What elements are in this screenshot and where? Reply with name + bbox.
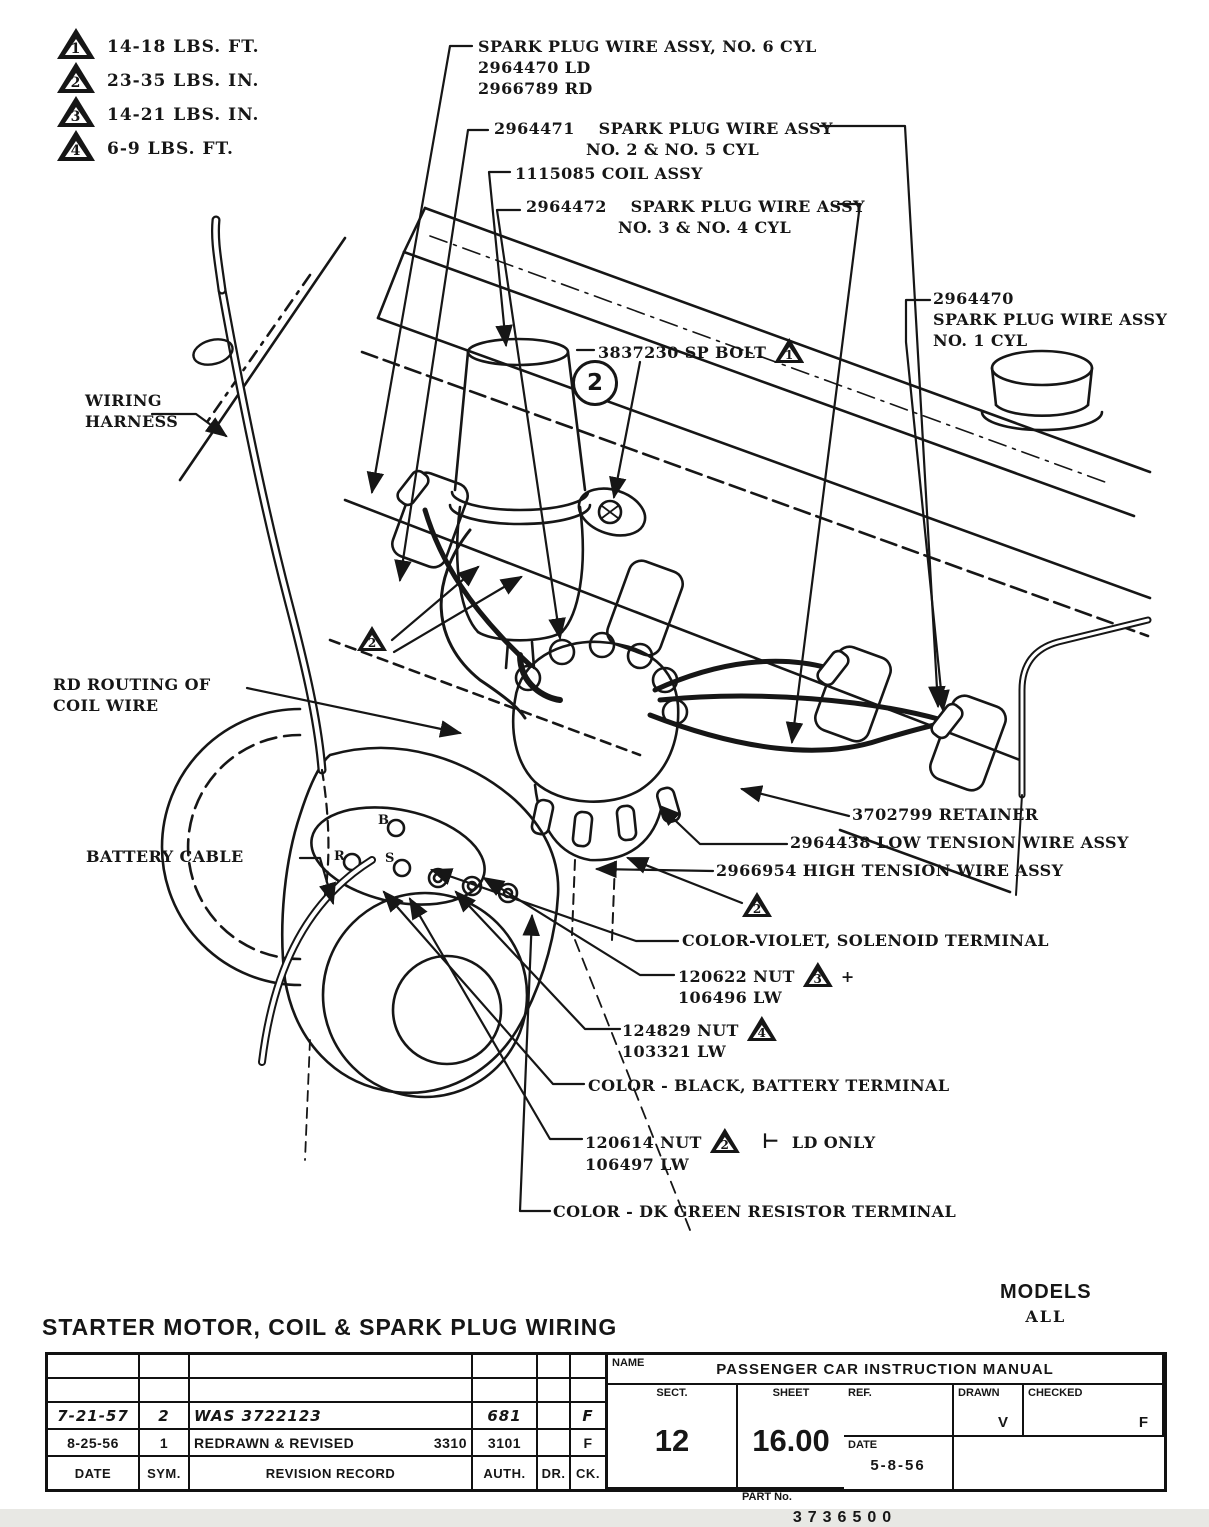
rev-row2-sym: 1 <box>140 1430 190 1457</box>
rev-cell-empty <box>473 1379 538 1403</box>
rev-cell-empty <box>190 1379 473 1403</box>
date-value: 5-8-56 <box>870 1457 926 1474</box>
callout-battery-terminal: COLOR - BLACK, BATTERY TERMINAL <box>588 1076 950 1095</box>
callout-battery-cable: BATTERY CABLE <box>86 847 244 866</box>
terminal-letter-b: B <box>378 813 389 828</box>
rev-cell-empty <box>140 1379 190 1403</box>
callout-wiring-harness: WIRING HARNESS <box>85 391 179 432</box>
checked-cell: CHECKED F <box>1024 1385 1164 1437</box>
callout-high-tension-wire: 2966954 HIGH TENSION WIRE ASSY <box>716 861 1064 880</box>
terminal-letter-s: S <box>385 851 395 866</box>
rev-cell-empty <box>140 1355 190 1379</box>
name-label: NAME <box>612 1357 645 1369</box>
rev-row2-dr <box>538 1430 571 1457</box>
ref-cell: REF. <box>844 1385 954 1437</box>
rev-row1-record: WAS 3722123 <box>190 1403 473 1430</box>
sect-cell: SECT. 12 <box>608 1385 738 1489</box>
checked-value: F <box>1138 1414 1148 1431</box>
revision-record-table <box>48 1355 608 1489</box>
triangle-4-icon: 4 <box>57 130 95 161</box>
models-value: ALL <box>1025 1307 1067 1326</box>
triangle-1-icon: 1 <box>57 28 95 59</box>
date-cell: DATE 5-8-56 <box>844 1437 954 1489</box>
rev-row2-record: REDRAWN & REVISED 3310 <box>190 1430 473 1457</box>
triangle-3-icon: 3 <box>57 96 95 127</box>
drawing-info-block: NAME PASSENGER CAR INSTRUCTION MANUAL REF. DRAWN V CHECKED F SECT. 12 SHEET 16.00 DATE 5-8-56 PART No. 3736500 <box>608 1355 1164 1489</box>
callout-spark-plug-wire-no3-4: 2964472 SPARK PLUG WIRE ASSY NO. 3 & NO. 4 CYL <box>526 197 865 238</box>
callout-rd-routing: RD ROUTING OF COIL WIRE <box>53 675 211 716</box>
part-no-value: 3736500 <box>792 1509 898 1526</box>
name-value: PASSENGER CAR INSTRUCTION MANUAL <box>716 1360 1054 1378</box>
rev-cell-empty <box>473 1355 538 1379</box>
triangle-2-icon: 2 <box>57 62 95 93</box>
rev-cell-empty <box>48 1379 140 1403</box>
rev-cell-empty <box>48 1355 140 1379</box>
callout-solenoid-terminal: COLOR-VIOLET, SOLENOID TERMINAL <box>682 931 1049 950</box>
callout-spark-plug-wire-no2-5: 2964471 SPARK PLUG WIRE ASSY NO. 2 & NO. 5 CYL <box>494 119 833 160</box>
models-block <box>1000 1281 1092 1326</box>
rev-cell-empty <box>538 1355 571 1379</box>
triangle-1-icon: 1 <box>774 338 804 363</box>
rev-cell-empty <box>571 1379 605 1403</box>
rev-cell-empty <box>190 1355 473 1379</box>
rev-row2-auth: 3101 <box>473 1430 538 1457</box>
drawn-cell: DRAWN V <box>954 1385 1024 1437</box>
drawn-value: V <box>997 1414 1008 1431</box>
models-label: MODELS <box>1000 1281 1092 1303</box>
rev-header-auth: AUTH. <box>473 1457 538 1489</box>
triangle-4-icon: 4 <box>747 1016 777 1041</box>
torque-legend-item-2: 2 23-35 LBS. IN. <box>55 62 259 93</box>
name-cell <box>608 1355 1164 1385</box>
triangle-2-icon: 2 <box>357 626 387 651</box>
circled-2-symbol: 2 <box>572 360 618 406</box>
rev-row1-auth: 681 <box>473 1403 538 1430</box>
triangle-3-icon: 3 <box>803 962 833 987</box>
rev-row1-ck: F <box>571 1403 605 1430</box>
callout-resistor-terminal: COLOR - DK GREEN RESISTOR TERMINAL <box>553 1202 957 1221</box>
torque-legend-item-3: 3 14-21 LBS. IN. <box>55 96 259 127</box>
callout-coil-assy: 1115085 COIL ASSY <box>515 164 703 183</box>
sheet-value: 16.00 <box>752 1423 830 1458</box>
callout-low-tension-wire: 2964438 LOW TENSION WIRE ASSY <box>790 833 1129 852</box>
torque-legend-item-1: 1 14-18 LBS. FT. <box>55 28 260 59</box>
rev-header-dr: DR. <box>538 1457 571 1489</box>
callout-spark-plug-wire-no1: 2964470 SPARK PLUG WIRE ASSY NO. 1 CYL <box>933 289 1168 351</box>
callout-retainer: 3702799 RETAINER <box>852 805 1039 824</box>
rev-cell-empty <box>538 1379 571 1403</box>
sect-value: 12 <box>654 1423 690 1458</box>
rev-cell-empty <box>571 1355 605 1379</box>
page-title: STARTER MOTOR, COIL & SPARK PLUG WIRING <box>42 1314 618 1340</box>
rev-header-ck: CK. <box>576 1465 600 1481</box>
coil-drawing <box>450 339 651 668</box>
callout-nut-120622: 120622 NUT 3 + 106496 LW <box>678 962 855 1008</box>
callout-sp-bolt: 3837230 SP BOLT 1 <box>598 338 806 363</box>
triangle-2-icon: 2 <box>710 1128 740 1153</box>
triangle-2-icon: 2 <box>742 892 772 917</box>
torque-legend-item-4: 4 6-9 LBS. FT. <box>55 130 234 161</box>
callout-spark-plug-wire-no6: SPARK PLUG WIRE ASSY, NO. 6 CYL 2964470 LD 2966789 RD <box>478 37 817 99</box>
sheet-cell: SHEET 16.00 <box>738 1385 844 1489</box>
terminal-letter-r: R <box>334 849 345 864</box>
rev-row1-date: 7-21-57 <box>48 1403 140 1430</box>
starter-motor-drawing <box>162 709 558 1160</box>
rev-row1-sym: 2 <box>140 1403 190 1430</box>
ld-only-tick: ⊢ <box>761 1129 780 1153</box>
rev-row2-date: 8-25-56 <box>48 1430 140 1457</box>
callout-nut-120614: 120614 NUT 2 ⊢ LD ONLY 106497 LW <box>585 1129 876 1175</box>
solenoid-terminal-letters <box>334 813 394 866</box>
rev-header-sym: SYM. <box>140 1457 190 1489</box>
rev-header-record: REVISION RECORD <box>190 1457 473 1489</box>
rev-row2-ck: F <box>571 1430 605 1457</box>
rev-header-date: DATE <box>48 1457 140 1489</box>
rev-row1-dr <box>538 1403 571 1430</box>
title-block-table <box>45 1352 1167 1526</box>
callout-nut-124829: 124829 NUT 4 103321 LW <box>622 1016 779 1062</box>
